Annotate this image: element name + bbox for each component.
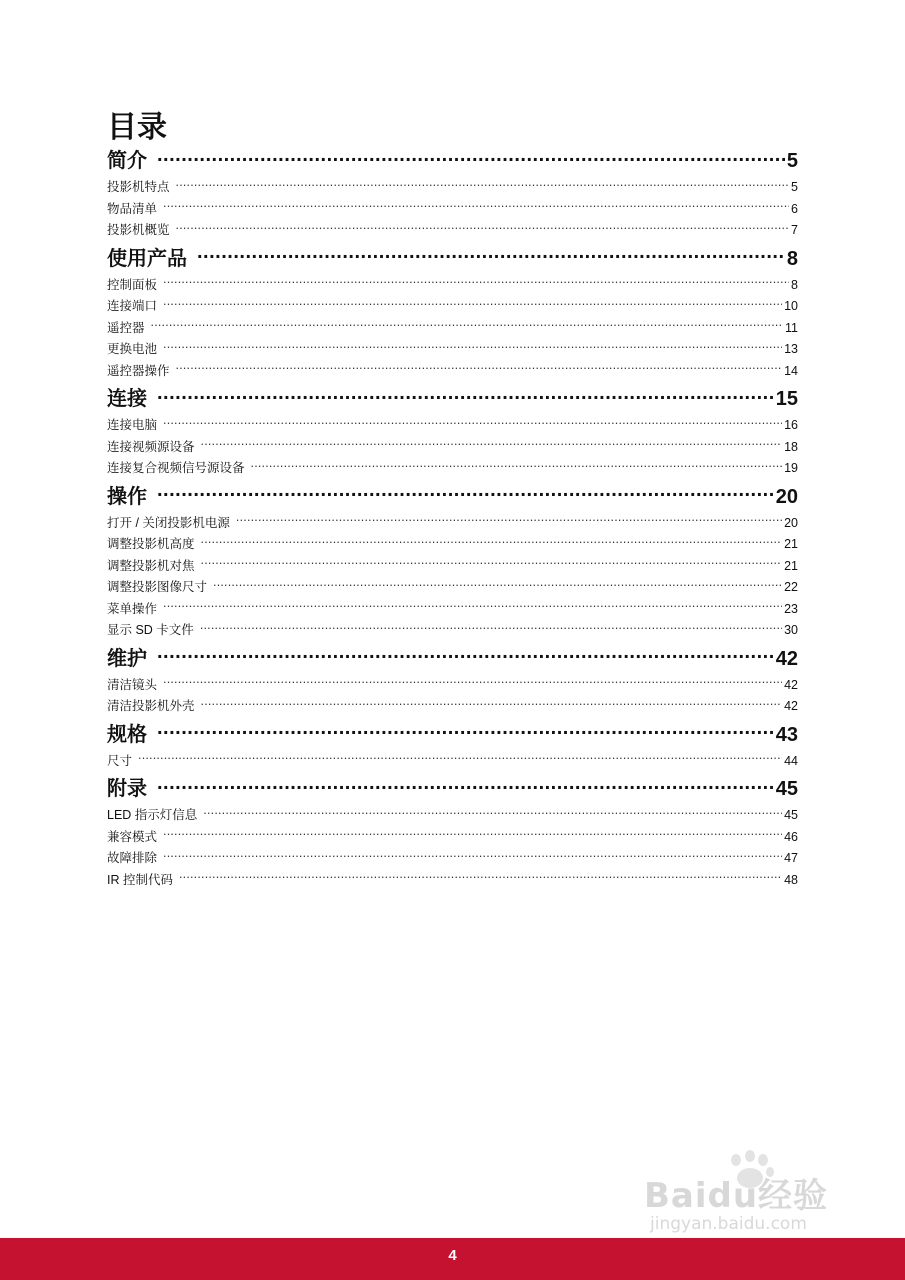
watermark-url: jingyan.baidu.com bbox=[650, 1214, 807, 1234]
toc-entry-page: 23 bbox=[784, 601, 798, 616]
dot-leader bbox=[163, 341, 782, 354]
toc-section-title: 简介 bbox=[107, 150, 147, 172]
toc-entry-title: 调整投影机高度 bbox=[107, 537, 195, 551]
dot-leader bbox=[201, 536, 783, 549]
toc-entry[interactable] bbox=[107, 177, 798, 199]
toc-entry-page: 16 bbox=[784, 418, 798, 432]
toc-entry-title: 调整投影机对焦 bbox=[107, 558, 195, 573]
toc-entry-page: 20 bbox=[784, 515, 798, 530]
toc-entry-page: 11 bbox=[785, 320, 798, 335]
dot-leader bbox=[201, 557, 783, 570]
dot-leader bbox=[200, 622, 782, 635]
toc-section-entry[interactable] bbox=[107, 384, 798, 415]
toc-entry[interactable] bbox=[107, 599, 798, 621]
toc-entry-page: 7 bbox=[791, 223, 798, 237]
toc-section-page: 15 bbox=[775, 388, 798, 410]
toc-entry[interactable] bbox=[107, 534, 798, 556]
toc-entry-title: IR 控制代码 bbox=[107, 872, 173, 887]
dot-leader bbox=[163, 200, 789, 213]
toc-entry-page: 30 bbox=[784, 623, 798, 637]
toc-entry-page: 14 bbox=[784, 363, 798, 378]
toc-entry-page: 19 bbox=[784, 461, 798, 475]
toc-section-page: 42 bbox=[775, 647, 798, 670]
toc-entry-page: 47 bbox=[784, 851, 798, 865]
toc-section-maintenance bbox=[107, 644, 798, 718]
toc-section-title: 连接 bbox=[107, 388, 147, 410]
toc-entry-page: 6 bbox=[791, 201, 798, 216]
toc-section-title: 规格 bbox=[107, 723, 147, 746]
dot-leader bbox=[176, 222, 790, 235]
toc-entry-page: 8 bbox=[791, 277, 798, 292]
toc-entry[interactable] bbox=[107, 275, 798, 297]
toc-entry-title: 调整投影图像尺寸 bbox=[107, 580, 208, 594]
toc-entry[interactable] bbox=[107, 296, 798, 318]
toc-entry-page: 42 bbox=[784, 699, 798, 713]
dot-leader bbox=[163, 828, 782, 841]
toc-entry-title: 投影机概览 bbox=[107, 223, 170, 237]
toc-entry[interactable] bbox=[107, 848, 798, 870]
dot-leader bbox=[201, 438, 783, 451]
toc-entry-title: 兼容模式 bbox=[107, 829, 158, 844]
toc-section-entry[interactable] bbox=[107, 644, 798, 675]
toc-section-page: 43 bbox=[775, 723, 798, 746]
dot-leader bbox=[203, 807, 782, 820]
toc-entry-page: 42 bbox=[784, 677, 798, 692]
dot-leader bbox=[163, 276, 789, 289]
toc-entry[interactable] bbox=[107, 577, 798, 599]
dot-leader bbox=[176, 362, 783, 375]
dot-leader bbox=[236, 514, 782, 527]
toc-section-title: 使用产品 bbox=[107, 247, 187, 270]
baidu-watermark bbox=[640, 1148, 855, 1238]
toc-entry[interactable] bbox=[107, 870, 798, 892]
toc-entry-title: 尺寸 bbox=[107, 753, 133, 768]
toc-section-connection bbox=[107, 384, 798, 480]
toc-section-page: 20 bbox=[775, 485, 798, 508]
toc-entry[interactable] bbox=[107, 620, 798, 642]
page-number: 4 bbox=[448, 1247, 457, 1264]
dot-leader bbox=[163, 850, 782, 863]
toc-entry-title: 遥控器 bbox=[107, 320, 145, 335]
dot-leader bbox=[163, 298, 782, 311]
dot-leader bbox=[197, 245, 785, 265]
toc-entry-title: 连接复合视频信号源设备 bbox=[107, 461, 245, 475]
table-of-contents bbox=[107, 146, 798, 893]
toc-entry[interactable] bbox=[107, 437, 798, 459]
dot-leader bbox=[251, 460, 783, 473]
toc-entry-title: 物品清单 bbox=[107, 201, 158, 216]
dot-leader bbox=[138, 752, 782, 765]
dot-leader bbox=[157, 775, 774, 795]
toc-entry[interactable] bbox=[107, 827, 798, 849]
toc-entry-title: 控制面板 bbox=[107, 277, 158, 292]
toc-section-entry[interactable] bbox=[107, 146, 798, 177]
dot-leader bbox=[163, 417, 782, 430]
watermark-brand: Baidu经验 bbox=[644, 1176, 829, 1216]
toc-entry-title: 连接端口 bbox=[107, 299, 158, 313]
toc-section-specifications bbox=[107, 720, 798, 773]
toc-entry-page: 45 bbox=[784, 808, 798, 822]
toc-entry[interactable] bbox=[107, 415, 798, 437]
toc-entry-title: 连接电脑 bbox=[107, 418, 158, 432]
toc-entry-page: 21 bbox=[784, 537, 798, 551]
toc-entry-title: 故障排除 bbox=[107, 851, 158, 865]
toc-entry-title: 打开 / 关闭投影机电源 bbox=[107, 515, 230, 530]
toc-section-intro bbox=[107, 146, 798, 242]
dot-leader bbox=[151, 319, 784, 332]
dot-leader bbox=[157, 147, 785, 167]
toc-section-page: 5 bbox=[786, 150, 798, 172]
page-title: 目录 bbox=[107, 111, 167, 144]
toc-entry-title: 连接视频源设备 bbox=[107, 439, 195, 454]
toc-section-entry[interactable] bbox=[107, 244, 798, 275]
toc-entry-title: 清洁投影机外壳 bbox=[107, 699, 195, 713]
dot-leader bbox=[176, 179, 790, 192]
toc-entry-page: 18 bbox=[784, 439, 798, 454]
toc-entry-title: 清洁镜头 bbox=[107, 677, 158, 692]
toc-entry-page: 21 bbox=[784, 558, 798, 573]
toc-entry[interactable] bbox=[107, 220, 798, 242]
toc-entry-title: 遥控器操作 bbox=[107, 363, 170, 378]
toc-section-title: 附录 bbox=[107, 778, 147, 800]
toc-section-title: 操作 bbox=[107, 485, 147, 508]
toc-entry-title: 更换电池 bbox=[107, 342, 158, 356]
toc-section-entry[interactable] bbox=[107, 720, 798, 751]
toc-entry[interactable] bbox=[107, 675, 798, 697]
toc-entry[interactable] bbox=[107, 513, 798, 535]
toc-section-page: 8 bbox=[786, 247, 798, 270]
toc-entry-title: 显示 SD 卡文件 bbox=[107, 623, 194, 637]
toc-entry[interactable] bbox=[107, 556, 798, 578]
dot-leader bbox=[201, 698, 783, 711]
toc-entry[interactable] bbox=[107, 696, 798, 718]
toc-section-operation bbox=[107, 482, 798, 642]
toc-entry[interactable] bbox=[107, 199, 798, 221]
toc-section-using-product bbox=[107, 244, 798, 383]
toc-entry-title: 菜单操作 bbox=[107, 601, 158, 616]
toc-entry-title: LED 指示灯信息 bbox=[107, 808, 198, 822]
toc-section-entry[interactable] bbox=[107, 482, 798, 513]
toc-entry-title: 投影机特点 bbox=[107, 180, 170, 194]
toc-entry[interactable] bbox=[107, 805, 798, 827]
toc-entry-page: 13 bbox=[784, 342, 798, 356]
toc-entry-page: 22 bbox=[784, 580, 798, 594]
dot-leader bbox=[157, 385, 774, 405]
toc-entry[interactable] bbox=[107, 339, 798, 361]
toc-entry-page: 46 bbox=[784, 829, 798, 844]
toc-entry-page: 44 bbox=[784, 753, 798, 768]
toc-entry-page: 5 bbox=[791, 180, 798, 194]
toc-section-title: 维护 bbox=[107, 647, 147, 670]
toc-entry-page: 10 bbox=[784, 299, 798, 313]
dot-leader bbox=[157, 483, 774, 503]
toc-section-page: 45 bbox=[775, 778, 798, 800]
dot-leader bbox=[163, 676, 782, 689]
dot-leader bbox=[213, 579, 782, 592]
dot-leader bbox=[157, 645, 774, 665]
dot-leader bbox=[157, 721, 774, 741]
toc-entry[interactable] bbox=[107, 318, 798, 340]
toc-entry[interactable] bbox=[107, 751, 798, 773]
toc-entry-page: 48 bbox=[784, 872, 798, 887]
toc-section-entry[interactable] bbox=[107, 774, 798, 805]
toc-section-appendix bbox=[107, 774, 798, 891]
toc-entry[interactable] bbox=[107, 458, 798, 480]
toc-entry[interactable] bbox=[107, 361, 798, 383]
dot-leader bbox=[179, 871, 782, 884]
dot-leader bbox=[163, 600, 782, 613]
